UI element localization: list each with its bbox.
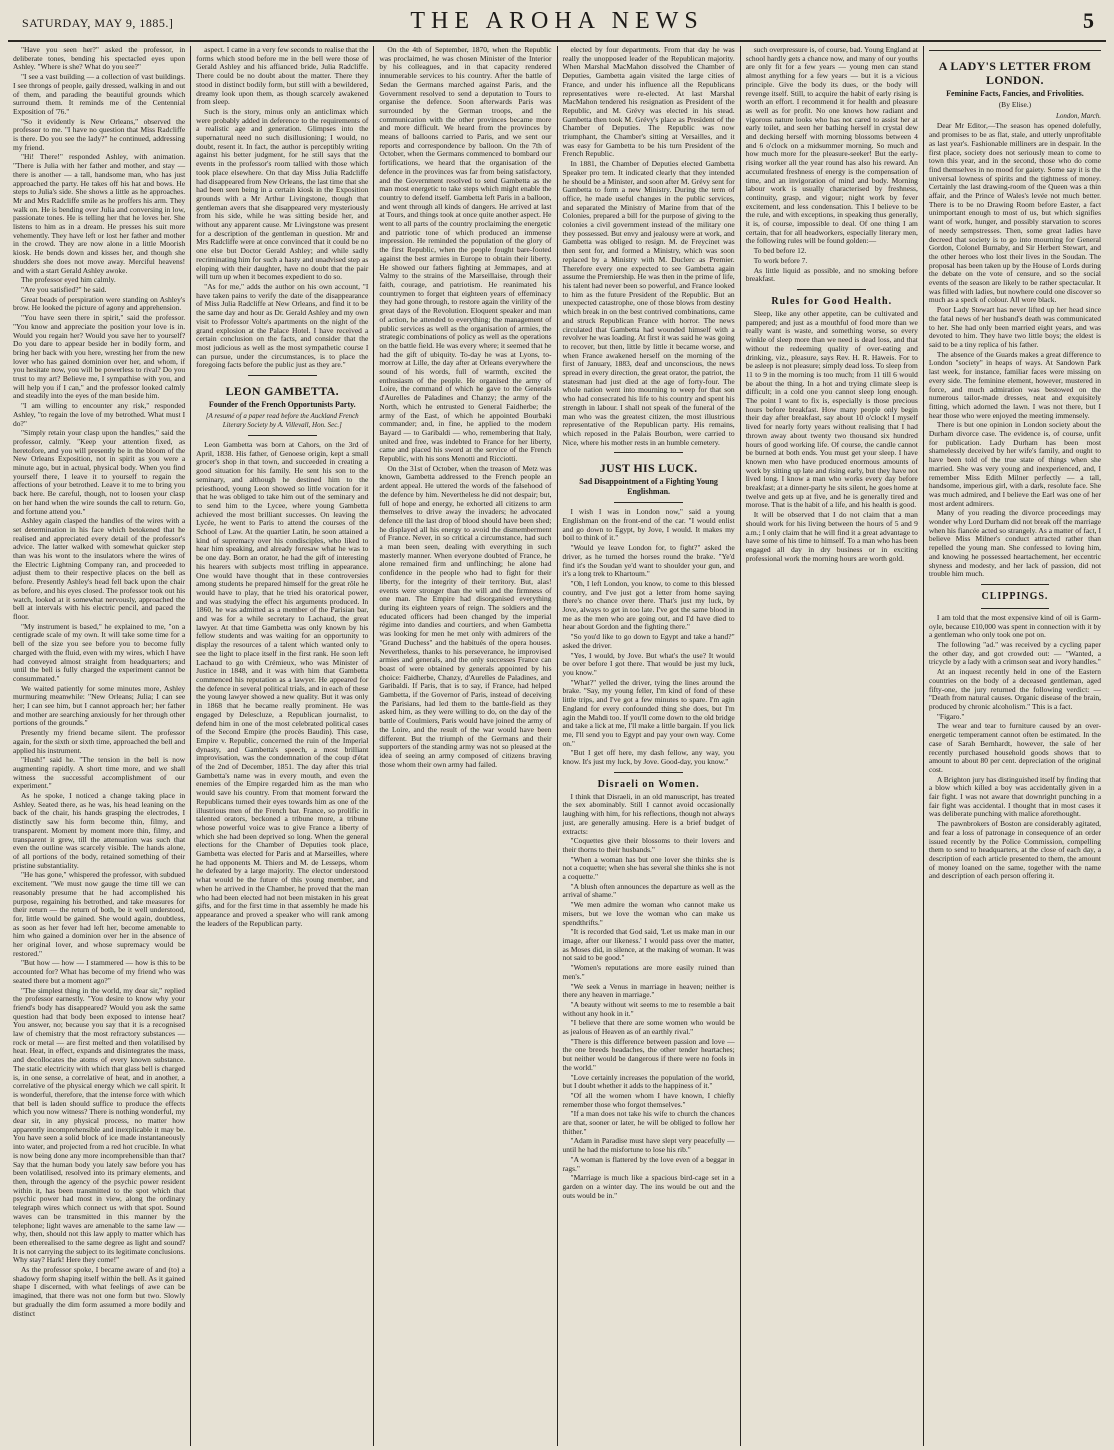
article-paragraph: "If a man does not take his wife to church the chances are that, sooner or later, he will be obliged to follow her thither.": [562, 1109, 735, 1136]
article-headline-luck: JUST HIS LUCK.: [599, 461, 698, 476]
section-rule: [248, 375, 317, 376]
column-6: [924, 46, 1106, 1446]
article-paragraph: "Love certainly increases the population of the world, but I doubt whether it adds to the happiness of it.": [562, 1072, 735, 1091]
article-paragraph: elected by four departments. From that day he was really the unopposed leader of the Republican majority. When Marshal MacMahon dissolved the Chamber of Deputies, Gambetta again visited the large cities of France, and under his influence all the Republicans representatives were re-elected. At last Marshal MacMahon tendered his resignation as President of the Republic, and M. Grévy was elected in his stead. Gambetta then took M. Grévy's place as President of the Chamber of Deputies. The Republic was now triumphant, the Chamber's sitting at Versailles, and it was easy for Gambetta to be his turn President of the French Republic.: [562, 46, 735, 159]
newspaper-title: THE AROHA NEWS: [410, 8, 704, 34]
article-subheadline-lady-letter: Feminine Facts, Fancies, and Frivolities.: [946, 89, 1084, 98]
column-5: [741, 46, 924, 1446]
article-paragraph: Leon Gambetta was born at Cahors, on the 3rd of April, 1838. His father, of Genoese origin, kept a small grocer's shop in that town, and succeeded in creating a good situation for his family. He sent his son to the seminary, and although he destined him to the priesthood, young Leon showed so little vocation for it that he was obliged to take him out of the seminary and to send him to the Lycee, where young Gambetta achieved the most brilliant successes. On leaving the Lycée, he went to Paris to attend the courses of the School of Law. At the quartier Latin, he soon attained a kind of supremacy over his condisciples, who liked to hear him speaking, and already foresaw what he was to be one day. Born an orator, he had the gift of interesting his hearers with subjects most trifling in appearance. One would have thought that in these controversies among students he prepared himself for the great rôle he would have to play, that he tried his oratorical power, and was studying the effect his arguments produced. In 1860, he was admitted as a member of the Parisian bar, and was for a while secretary to Lachaud, the great lawyer. At that time Gambetta was only known by his fellow students and was waiting for an opportunity to display the resources of a talent which wanted only to see the light to place itself in the first rank. He soon left Lachaud to go with Crémieux, who was Minister of Justice in 1848, and it was with him that Gambetta commenced his reputation as a lawyer. He appeared for the defence in several political trials, and in each of these the young lawyer showed a new quality. But it was only in 1868 that he became really prominent. He was engaged by Delescluze, a Republican journalist, to defend him in one of the most celebrated political cases of the Second Empire (the procès Baudin). This case, Empire v. Republic, concerned the ruin of the Imperial dynasty, and Gambetta's speech, a most brilliant improvisation, was the condemnation of the coup d'état of the 2nd of December, 1851. The day after this trial Gambetta's name was in every mouth, and even the enemies of the Empire regarded him as the man who would save his country. From that moment forward the Republicans turned their eyes towards him as one of the illustrious men of the French bar. France, so prolific in talented orators, beckoned a tribune more, a tribune whose powerful voice was to give France a liberty of which she had been deprived so long. When the general elections for the Chamber of Deputies took place, Gambetta was elected for Paris and at Marseilles, where he had opponents M. Thiers and M. de Lesseps, whom he defeated by a large majority. The elector understood what would be the future of this young member, and when he arrived in the Chamber, he proved that the man who had been elected had not been mistaken in his great gifts, and for the first time in that assembly he made his appearance and proved a speaker who will rank among the leaders of the Republican party.: [196, 440, 369, 928]
article-paragraph: "A blush often announces the departure as well as the arrival of shame.": [562, 881, 735, 900]
article-paragraph: Dear Mr Editor,—The season has opened dolefully, and promises to be as flat, stale, and utterly unprofitable as last year's. Fashionable milliners are in despair. In the first place, society does not seriously mean to come to town this year, and in the second, those who do come find themselves in no mood for gaiety. Some say it is the universal lowness of spirits and the tightness of money. Certainly the last drawing-room of the Queen was a thin affair, and the Prince of Wales's levée not much better. There is to be no Drawing Room before Easter, a fact unimportant enough to most of us, but which signifies want of work, hunger, and possibly starvation to scores of needy sempstresses. Then, some great ladies have decreed that society is to go into mourning for General Gordon, Colonel Burnaby, and Sir Herbert Stewart, and the other heroes who lost their lives in the Soudan. The proposal has been taken up by the House of Lords during the debate on the vote of censure, and so the social events of the season are likely to be rather spectacular. It was filled with ladies, but nowhere could one discover so much as a speck of colour. All wore black.: [928, 121, 1102, 305]
column-2: [191, 46, 374, 1446]
issue-date: SATURDAY, MAY 9, 1885.]: [22, 16, 174, 30]
article-paragraph: To bed before 12.: [753, 246, 807, 256]
column-3: [374, 46, 557, 1446]
article-paragraph: "My instrument is based," he explained to me, "on a centigrade scale of my own. It will take some time for a bell of the size you see before you to become fully charged with the fluid, even with my wires, which I have had conveyed almost straight from headquarters; and until the bell is fully charged the experiment cannot be consummated.": [13, 621, 186, 683]
column-4: [558, 46, 741, 1446]
article-paragraph: On the 4th of September, 1870, when the Republic was proclaimed, he was chosen Minister of the Interior by his colleagues, and in that capacity rendered innumerable services to his country. After the battle of Sedan the Germans marched against Paris, and the Government resolved to send a deputation to Tours to organise the defence. Soon afterwards Paris was surrounded by the German troops, and the communication with the other provinces became more and more difficult. We heard from the provinces by means of balloons carried to Paris, and we sent our reports and correspondence by balloon. On the 7th of October, when the Germans commenced to bombard our fortifications, we heard that the organisation of the defence in the provinces was far from being satisfactory, and the Government resolved to send Gambetta as the man most energetic to take steps which might enable the country to defend itself. Gambetta left Paris in a balloon, and went through all kinds of dangers. He arrived at last at Tours, and things took at once quite another aspect. He went to all parts of the country proclaiming the energetic and patriotic tone of which produced an immense impression. He reminded the population of the glory of the first Republic, when the people fought bare-footed against the best armies in Europe to obtain their liberty. He showed our fathers fighting at Jemmapes, and at Valmy to the strains of the Marseillaise, through their faith, courage, and patriotism. He reanimated his countrymen to forget that eighteen years of effeminacy they had gone through, to restore again the virility of the great days of the Revolution. Eloquent speaker and man of action, he attended to everything; the management of public services as well as the organisation of armies, the strategic combinations of policy as well as the operations on the battle field. He was every where; it seemed that he had the gift of ubiquity. To-day he was at Lyons, to-morrow at Lille, the day after at Orleans everywhere the sound of his words, full of warmth, excited the enthusiasm of the people. He organised the army of Loire, the command of which he gave to the Generals d'Aurelles de Paladines and Chanzy; the army of the North, which he entrusted to General Faidherbe; the army of the East, of which he appointed Bourbaki commander; and, in fine, he applied to the modern Bayard — to Garibaldi — who, remembering that Italy, united and free, was indebted to France for her liberty, came and placed his sword at the service of the French Republic, with his sons Menotti and Ricciotti.: [379, 46, 552, 464]
section-rule: [929, 50, 1101, 51]
article-subheadline-gambetta: Founder of the French Opportunists Party.: [208, 400, 356, 410]
article-paragraph: Sleep, like any other appetite, can be cultivated and pampered; and just as a mouthful of food more than we really want is waste, and something worse, so every winkle of sleep more than we need is dead loss, and that without the redeeming quality of over-eating and drinking, viz., pleasure, says Rev. H. R. Haweis. For to be asleep is not pleasure; simply dead loss. To sleep from 11 to 9 in the morning is too much; from 11 till 6 would be about the thing. In a hot and trying climate sleep is difficult; in a cold one you cannot sleep long enough. The point I want to fix is, especially is those precious hours before breakfast. How many people only begin their day after breakfast, say about 10 o'clock! I myself lived for nearly forty years without realising that I had thrown away about twenty two thousand six hundred hours of good working life. Of course, the candle cannot be burned at both ends. You must get your sleep. I have known men who have produced enormous amounts of work by sitting up late and rising early, but they have not lived long. I know a man who works every day before breakfast; at a dinner-party he sits silent, he goes home at twelve and gets up at five, and he is generally tired and morose. That is the habit of a life, and his health is good.: [745, 308, 918, 510]
article-paragraph: "Hi! There!" responded Ashley, with animation. "There is Julia with her father and mother, and stay — there is another — a tall, handsome man, who has just approached the party. He takes off his hat and bows. He steps to Julia's side. She shows a little as he approaches. Mr and Mrs Radcliffe smile as he proffers his arm. They walk on. He is bending over Julia and conversing in low, passionate tones. He is telling her that he loves her. She listens to him as in a dream. He presses his suit more vehemently. They have left or lost her father and mother in the crowd. They are now alone in a little Moorish kiosk. He bends down and kisses her, and though she shudders she does not move away. Merciful heavens! and with a start Gerald Ashley awoke.: [13, 152, 186, 275]
article-paragraph: "Figaro.": [936, 711, 965, 721]
masthead: [8, 6, 1106, 42]
article-byline: (By Elise.): [998, 100, 1032, 109]
article-paragraph: "Simply retain your clasp upon the handles," said the professor, calmly. "Keep your attention fixed, as heretofore, and you will presently be in the bloom of the New Orleans Exposition, not in spirit as you were a minute ago, but in actual, physical body. When you find yourself there, I leave it to yourself to regain the affections of your betrothed. Leave it to me to bring you back here. Be careful, though, not to loosen your clasp on her hand when the wire sounds the call to return. Go, and fortune attend you.": [13, 428, 186, 516]
article-dateline: London, March.: [1055, 111, 1102, 120]
article-paragraph: "I am willing to encounter any risk," responded Ashley, "to regain the love of my betrothed. What must I do?": [13, 401, 186, 428]
article-paragraph: The wear and tear to furniture caused by an over-energetic temperament cannot often be estimated. In the case of Sarah Bernhardt, however, the sale of her recently purchased household goods shows that to amount to about 80 per cent. depreciation of the original cost.: [928, 721, 1102, 774]
article-paragraph: "Yes, I would, by Jove. But what's the use? It would be over before I got there. That would be just my luck, you know.": [562, 650, 735, 677]
article-headline-gambetta: LEON GAMBETTA.: [225, 384, 339, 399]
article-paragraph: The absence of the Guards makes a great difference to London "society" in heaps of ways. At Sandown Park last week, for instance, familiar faces were missing on every side. The feminine element, however, mustered in force, and much admiration was bestowed on the numerous tailor-made dresses, neat and exquisitely fitting, which adorned the lawn. I was not there, but I hear those who were enjoyed the meeting immensely.: [928, 349, 1102, 420]
article-paragraph: I wish I was in London now," said a young Englishman on the front-end of the car. "I would enlist and go down to Egypt, by Jove, I would. It makes my boil to think of it.": [562, 507, 735, 543]
article-paragraph: "So it evidently is New Orleans," observed the professor to me. "I have no question that Miss Radcliffe is there. Do you see the lady?" he continued, addressing my friend.: [13, 116, 186, 152]
article-paragraph: At an inquest recently held in one of the Eastern countries on the body of a deceased gentleman, aged fifty-one, the jury returned the following verdict: — "Death from natural causes. Organic disease of the brain, produced by chronic alcoholism." This is a fact.: [928, 667, 1102, 711]
article-paragraph: I think that Disraeli, in an old manuscript, has treated the sex abominably. Still I cannot avoid occasionally laughing with him, for his reflections, though not always just, are generally amusing. Here is a brief budget of extracts:: [562, 791, 735, 836]
article-paragraph: As he spoke, I noticed a change taking place in Ashley. Seated there, as he was, his head leaning on the back of the chair, his hands grasping the electrodes, I distinctly saw his form become thin, filmy, and transparent. Moment by moment more thin, filmy, and transparent it grew, till the attenuation was such that even the outline was scarcely visible. The hands alone, of all portions of the body, retained something of their pristine substantiality.: [13, 791, 186, 870]
article-paragraph: "He has gone," whispered the professor, with subdued excitement. "We must now gauge the time till we can reasonably presume that he had accomplished his purpose, regaining his betrothed, and take measures for their return — the return of both, be it well understood, for, little would be gained. She would again, doubtless, as soon as her fever had left her, become amenable to him who gained a dominion over her in the absence of her original lover, and whose supremacy would be restored.": [13, 870, 186, 958]
article-paragraph: aspect. I came in a very few seconds to realise that the forms which stood before me in the bell were those of Gerald Ashley and his affianced bride, Julia Radcliffe. There could be no doubt about the matter. There they stood in distinct bodily form, but still with a bewildered, dreamy look upon them, as though scarcely awakened from sleep.: [196, 46, 369, 107]
article-paragraph: "Are you satisfied?" he said.: [21, 284, 107, 294]
article-paragraph: "I believe that there are some women who would be as jealous of Heaven as of an earthly rival.": [562, 1018, 735, 1037]
article-paragraph: "We men admire the woman who cannot make us misers, but we love the woman who can make us spendthrifts.": [562, 900, 735, 927]
article-paragraph: "A beauty without wit seems to me to resemble a bait without any hook in it.": [562, 999, 735, 1018]
article-paragraph: "Of all the women whom I have known, I chiefly remember those who forgot themselves.": [562, 1090, 735, 1109]
article-paragraph: "What?" yelled the driver, tying the lines around the brake. "Say, my young feller, I'm kind of fond of these little trips, and I've got a few minutes to spare. I'm agin England for every confounded thing she does, but I'm agin the Mahdi too. If you'll come down to the old bridge and take a lick at me, I'll make a little bargain. If you lick me, I'll send you to Egypt and pay your own way. Come on.": [562, 677, 735, 748]
article-paragraph: "I see a vast building — a collection of vast buildings. I see throngs of people, gaily dressed, walking in and out of them, and parading the beautiful grounds which surround them. It reminds me of the Centennial Exposition of '76.": [13, 72, 186, 116]
section-rule: [981, 584, 1050, 585]
section-rule: [614, 772, 683, 773]
page-number: 5: [1083, 8, 1094, 33]
article-paragraph: I am told that the most expensive kind of oil is Garm-oyle, because £10,000 was spent in connection with it by a gentleman who only took one pot on.: [928, 612, 1102, 640]
columns: [8, 46, 1106, 1446]
article-paragraph: The professor eyed him calmly.: [21, 275, 116, 285]
article-paragraph: On the 31st of October, when the treason of Metz was known, Gambetta addressed to the French people an ardent appeal. He uttered the words of the falsehood of the defence by him. Nevertheless he did not despair; but, full of hope and energy, he exhorted all citizens to arm themselves to drive away the invaders; he advocated defence till the last drop of blood should have been shed; he displayed all his energy to avoid the dismemberment of France. Never, in so critical a circumstance, had such a man been seen, dealing with everything in such masterly manner. When everyone doubted of France, he alone remained firm and unflinching; he alone had confidence in the people who had to fight for their liberty, for the integrity of their territory. But, alas! events were stronger than the will and the firmness of one man. The Empire had disorganised everything during its eighteen years of reign. The soldiers and the educated officers had been changed by the imperial régime into dandies and courtiers, and when Gambetta was looking for men he met only with admirers of the "Grand Duchess" and the habitués of the opera houses. Nevertheless, thanks to his perseverance, he improvised armies and generals, and the only successes France can boast of were obtained by generals appointed by his choice: Faidherbe, Chanzy, d'Aurelles de Paladines, and Garibaldi. If Paris, that is to say, if France, had helped Gambetta, if the Governor of Paris, instead of deceiving the Parisians, had led them to the battle-field as they asked him, as they were willing to do, on the day of the battle of Coulmiers, Paris would have joined the army of the Loire, and the result of the war would have been different. But the triumph of the Germans and their supporters of the standing army was not so pleased at the idea of seeing an army composed of citizens braving those whom their own army had failed.: [379, 463, 552, 769]
article-paragraph: "Hush!" said he. "The tension in the bell is now augmenting rapidly. A short time more, and we shall witness the successful accomplishment of our experiment.": [13, 755, 186, 791]
article-paragraph: We waited patiently for some minutes more, Ashley murmuring meanwhile: "New Orleans; Julia; I can see her; I can see him, but I cannot approach her; her father and mother are searching anxiously for her through other portions of the grounds.": [13, 683, 186, 728]
article-note-gambetta: [A resumé of a paper read before the Auckland French Literary Society by A. Villevall, Hon. Sec.]: [205, 412, 359, 430]
section-rule: [797, 289, 866, 290]
article-paragraph: As the professor spoke, I became aware of and (to) a shadowy form shaping itself within the bell. As it gained shape I discerned, with what feelings of awe can be imagined, that there was not one form but two. Slowly but gradually the dim form assumed a more bodily and distinct: [13, 1265, 186, 1318]
section-rule: [248, 435, 317, 436]
article-paragraph: "It is recorded that God said, 'Let us make man in our image, after our likeness.' I would pass over the matter, as Moses did, in silence, at the making of woman. It was not said to be good.": [562, 927, 735, 963]
article-headline-lady-letter: A LADY'S LETTER FROM LONDON.: [938, 59, 1092, 87]
article-paragraph: Many of you reading the divorce proceedings may wonder why Lord Durham did not break off the marriage when his fiancée acted so strangely. As a matter of fact, I believe Miss Milner's conduct attracted rather than repelled the young man. She confessed to loving him, and knowing he possessed heartachement, her eccentric shyness and modesty, and her lack of passion, did not trouble him much.: [928, 508, 1102, 579]
article-paragraph: In 1881, the Chamber of Deputies elected Gambetta Speaker pro tem. It indicated clearly that they intended he should be a Minister, and soon after M. Grévy sent for Gambetta to form a new Ministry. During the term of office, he made useful changes in the public services, and separated the Ministry of Marine from that of the Colonies, prepared a bill for the purpose of giving to the colonies a civil government instead of the military one they possessed. But envy and jealousy were at work, and Gambetta was obliged to resign. M. de Freycinet was then sent for, and formed a Ministry, which was soon replaced by a Ministry with M. Duclerc as Premier. Therefore every one expected to see Gambetta again assume the Premiership. He was then in the prime of life, his talent had never been so powerful, and France looked to him as the future President of the Republic. But an unexpected catastrophe, one of those blows from destiny which break in on the best contrived combinations, came and struck Republican France with horror. The news circulated that Gambetta had wounded himself with a revolver he was loading. At first it was said he was going to recover, but then, little by little it became worse, and when France awakened herself on the morning of the first of January, 1883, deaf and unconscious, the news spread in every direction, the great orator, the patriot, the statesman had just died at the age of forty-four. The whole nation went into mourning to weep for that son who had consecrated his life to his country and spent his strength in labour. I shall not speak of the funeral of the man who was the greatest citizen, the most illustrious representative of the Republican party. His remains, which reposed in the Palais Bourbon, were carried to Nice, where his mother rests in an humble cemetery.: [562, 159, 735, 447]
article-paragraph: Poor Lady Stewart has never lifted up her head since the fatal news of her husband's death was communicated to her. She had only been married eight years, and was devoted to him. They have two little boys; the eldest is said to be a tiny replica of his father.: [928, 305, 1102, 349]
article-paragraph: A Brighton jury has distinguished itself by finding that a blow which killed a boy was accidentally given in a fair fight. I was not aware that downright punching in a fair fight was accidental. I thought that in most cases it was deliberate punching with malice aforethought.: [928, 774, 1102, 819]
article-paragraph: "Marriage is much like a spacious bird-cage set in a garden on a winter day. The ins would be out and the outs would be in.": [562, 1173, 735, 1200]
article-paragraph: The following "ad." was received by a cycling paper the other day, and got crowded out: — "Wanted, a tricycle by a lady with a crimson seat and ivory handles.": [928, 640, 1102, 667]
article-paragraph: "But how — how — I stammered — how is this to be accounted for? What has become of my friend who was seated there but a moment ago?": [13, 958, 186, 985]
article-paragraph: As little liquid as possible, and no smoking before breakfast.: [745, 265, 918, 284]
article-paragraph: "Have you seen her?" asked the professor, in deliberate tones, bending his spectacled eyes upon Ashley. "Where is she? What do you see?": [13, 46, 186, 72]
article-paragraph: There is but one opinion in London society about the Durham divorce case. The evidence is, of course, unfit for publication. Lady Durham has been most shamelessly deceived by her wife's family, and ought to have been told of the true state of things when she married. She was very young and inexperienced, and, I remember Miss Edith Milner perfectly — a tall, handsome, imperious girl, with a dark, resolute face. She was much admired, and I believe the Earl was one of her most ardent admirers.: [928, 420, 1102, 508]
article-paragraph: Great beads of perspiration were standing on Ashley's brow. He looked the picture of agony and apprehension.: [13, 294, 186, 313]
section-rule: [981, 608, 1050, 609]
article-headline-disraeli: Disraeli on Women.: [597, 778, 700, 790]
article-paragraph: "Women's reputations are more easily ruined than men's.": [562, 963, 735, 981]
article-paragraph: "Adam in Paradise must have slept very peacefully — until he had the misfortune to lose his rib.": [562, 1136, 735, 1155]
article-paragraph: It will be observed that I do not claim that a man should work for his living between the hours of 5 and 9 a.m.; I only claim that he will find it a great advantage to have some of his time to himself. To a man who has been engaged all day in dry business or in exciting professional work the morning hours are worth gold.: [745, 510, 918, 563]
article-paragraph: "Oh, I left London, you know, to come to this blessed country, and I've just got a letter from home saying there's no chance over there. That's just my luck, by Jove, always to get in too late. I've got the same blood in me as the men who are going out, and I'd have died to hear about Gordon and the fighting there.": [562, 578, 735, 632]
article-paragraph: "Coquettes give their blossoms to their lovers and their thorns to their husbands.": [562, 836, 735, 854]
article-paragraph: "Would ye leave London for, to fight?" asked the driver, as he turned the horses round the brake. "Ye'd find it's the Soudan ye'd want to shoulder your gun, and it's a long trek to Khartoum.": [562, 543, 735, 579]
article-paragraph: Ashley again clasped the handles of the wires with a set determination in his face which betokened that he realised and appreciated every detail of the professor's advice. The latter walked with somewhat quicker step than was his wont to the insulators where the wires of the Electric Lightning Company ran, and proceeded to adjust them to their respective places on the bell as before. Presently Ashley's head fell back upon the chair as before, and his eyes closed. The professor took out his watch, looked at it somewhat nervously, approached the bell at intervals with his electric pencil, and paced the floor.: [13, 516, 186, 621]
article-paragraph: The pawnbrokers of Boston are considerably agitated, and fear a loss of patronage in consequence of an order issued recently by the Police Commission, compelling them to send to headquarters, at the close of each day, a description of each article presented to them, the amount of money loaned on the same, together with the name and description of each person offering it.: [928, 819, 1102, 881]
article-paragraph: "There is this difference between passion and love — the one breeds headaches, the other tender heartaches; but neither would be dangerous if there were no fools in the world.": [562, 1036, 735, 1072]
section-rule: [614, 452, 683, 453]
article-paragraph: "We seek a Venus in marriage in heaven; neither is there any heaven in marriage.": [562, 981, 735, 1000]
section-rule: [614, 502, 683, 503]
article-paragraph: "You have seen there in spirit," said the professor. "You know and appreciate the position your love is in. Would you regain her? Would you save her to yourself? Do you dare to appear beside her in bodily form, and bring her back with you here, wresting her from the new lover who has gained dominion over her, and whom, if you hesitate now, you will be powerless to rival? Do you trust to my art? Believe me, I sympathise with you, and will help you if I can," and the professor looked calmly and steadily into the eyes of the man beside him.: [13, 313, 186, 401]
article-paragraph: "So you'd like to go down to Egypt and take a hand?" asked the driver.: [562, 632, 735, 650]
article-paragraph: Presently my friend became silent. The professor again, for the sixth or sixth time, approached the bell and applied his instrument.: [13, 728, 186, 755]
article-paragraph: "A woman is flattered by the love even of a beggar in rags.": [562, 1154, 735, 1173]
article-paragraph: "When a woman has but one lover she thinks she is not a coquette; when she has several she thinks she is not a coquette.": [562, 854, 735, 882]
article-paragraph: "The simplest thing in the world, my dear sir," replied the professor earnestly. "You desire to know why your friend's body has disappeared? Would you ask the same question had that body been exposed to intense heat? You answer, no; because you say that it is a recognised law of chemistry that the most refractory substances — rock or metal — are first melted and then volatilised by heat. Heat, in effect, expands and disintegrates the mass, and decollocates the atoms of every known substance. The static electricity with which that glass bell is charged is, in one sense, a correlative of heat, and in another, a correlative of the physical energy which we call spirit. It is wonderful, therefore, that the intense force with which that bell is laden should suffice to produce the effects which you now witness? There is nothing wonderful, my dear sir, in any physical process, no matter how apparently incomprehensible and inexplicable it may be. You have seen a solid block of ice made instantaneously into water, and projected from a red hot crucible. In what is now being done any more incomprehensible than that? Say that the human body you lately saw before you has been volatilised, resolved into its primary elements, and then, through the agency of the psychic power resident within it, has been transmitted to the spot which that psychic power had most in view, along the ordinary telegraph wires which connect us with that spot. Sound waves can be transmitted in this manner by the telephone; light waves are amenable to the same law — why, then, should not this law apply to matter which has been etherealised to the same degree as light and sound? It is not carrying the subject to its legitimate conclusions. Why stay? Hark! Here they come!": [13, 985, 186, 1265]
article-paragraph: "As for me," adds the author on his own account, "I have taken pains to verify the date of the disappearance of Miss Julia Radcliffe at New Orleans, and find it to be the same day and hour as Dr. Gerald Ashley and my own visit to Professor Volte's apartments on the night of the grand explosion at the Palace Hotel. I have received a certain conclusion on the facts, and consider that the most judicious as well as the most sympathetic course I can pursue, under the circumstances, is to place the foregoing facts before the public just as they are.": [196, 281, 369, 370]
article-paragraph: "But I get off here, my dash fellow, any way, you know. It's just my luck, by Jove. Good-day, you know.": [562, 748, 735, 767]
article-subheadline-luck: Sad Disappointment of a Fighting Young Englishman.: [579, 477, 718, 497]
article-paragraph: such overpressure is, of course, bad. Young England at school hardly gets a chance now, and many of our youths are only fit for a few years — young men can stand almost anything for a few years — but it is a vicious principle. Give the body its dues, or the body will revenge itself. Still, to acquire the habit of early rising is worth an effort. I recommend it for health and pleasure as well as for profit. No one knows how radiant and vigorous nature looks who has not cared to assist her at early toilet, and seen her bathing herself in crystal dew and decking herself with morning blossoms between 4 and 6 o'clock on a midsummer morning. So much and how much more for the pleasure-seeker! But the early-rising worker all the year round has also his reward. An accumulated freshness of energy is the compensation of time, and an invigoration of mind and body. Morning labour work is usually characterised by freshness, continuity, grasp, and vigour; night work by fever excitement, and less condensation. This I believe to be the rule, and with exceptions, in speaking thus generally, it is, of course, impossible to deal. Of one thing I am certain, that for all headworkers, especially literary men, the following rules will be found golden:—: [745, 46, 918, 246]
article-headline-clippings: CLIPPINGS.: [981, 590, 1049, 602]
article-headline-health: Rules for Good Health.: [771, 295, 893, 307]
article-paragraph: Such is the story, minus only an anticlimax which were probably added in deference to the requirements of a realistic age and generation. Glimpses into the supernatural need no such disillusioning; I would, no doubt, resent it. In fact, the author is perceptibly writing against his better judgment, for he still says that the events in the professor's room tallied with those which took place elsewhere. On that day Miss Julia Radcliffe had disappeared from New Orleans, the last time that she had been seen being in a certain kiosk in the Exposition grounds with a Mr Arthur Livingstone, though that gentleman avers that she disappeared very mysteriously from his side, while he was sitting beside her, and without any apparent cause. Mr Livingstone was present for a description of the gentleman in question. Mr and Mrs Radcliffe were at once convinced that it could be no one else but Doctor Gerald Ashley; and while sadly recriminating him for such a hasty and unadvised step as eloping with their daughter, have no doubt that the pair will turn up when it becomes expedient to do so.: [196, 106, 369, 282]
column-1: [8, 46, 191, 1446]
article-paragraph: To work before 7.: [753, 255, 808, 265]
